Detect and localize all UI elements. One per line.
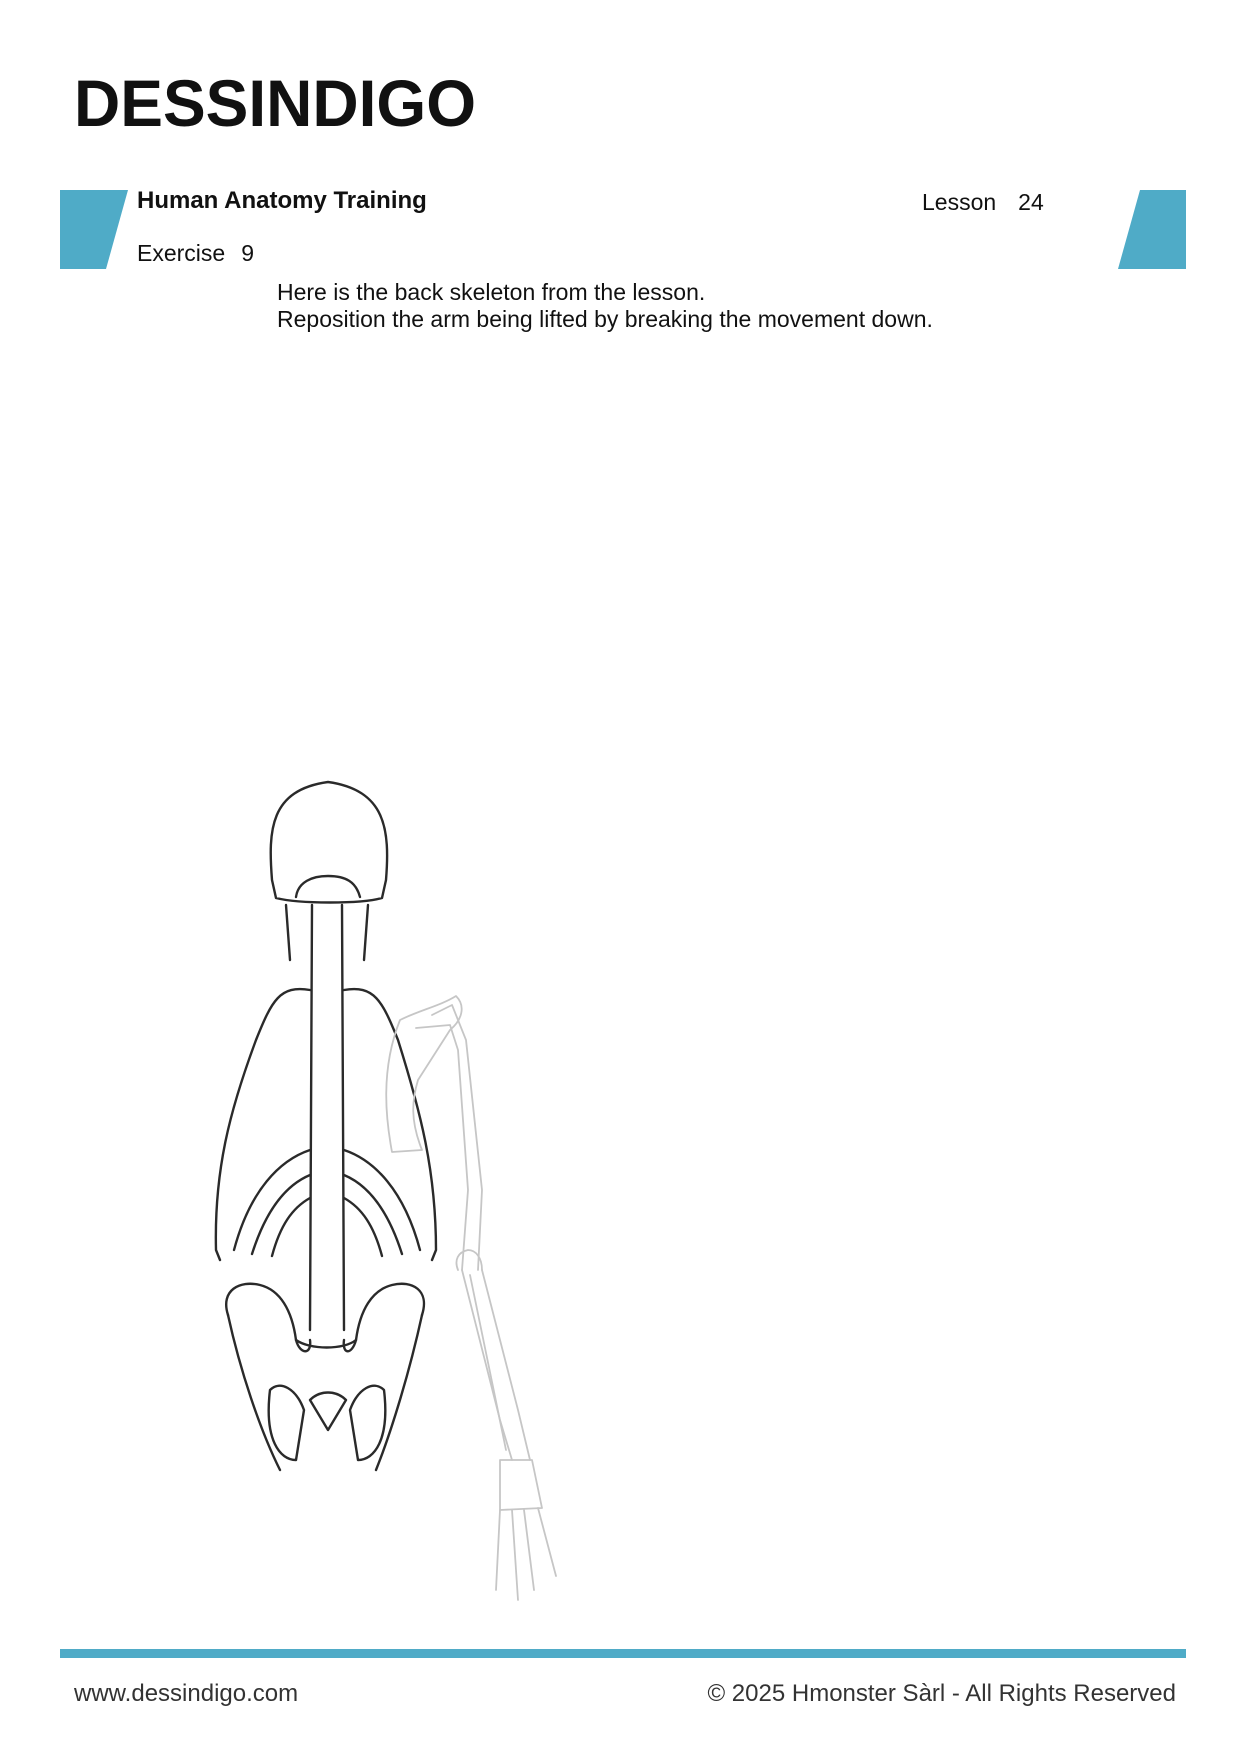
instruction-line-1: Here is the back skeleton from the lesson.: [277, 279, 706, 305]
right-accent-tab: [1118, 190, 1186, 269]
footer-divider: [60, 1649, 1186, 1658]
skeleton-body: [216, 782, 436, 1470]
exercise-number: 9: [241, 240, 254, 266]
lesson-number: 24: [1018, 189, 1044, 215]
footer-copyright: © 2025 Hmonster Sàrl - All Rights Reserved: [707, 1680, 1176, 1707]
course-title: Human Anatomy Training: [137, 187, 427, 214]
footer-website-link[interactable]: www.dessindigo.com: [74, 1680, 299, 1707]
exercise-info: [137, 240, 254, 267]
left-accent-tab: [60, 190, 128, 269]
instructions: [277, 279, 933, 333]
exercise-label: Exercise: [137, 240, 226, 266]
lesson-info: [922, 189, 1044, 216]
dessindigo-logo: [74, 70, 479, 132]
back-skeleton-illustration: [200, 770, 660, 1610]
svg-text:DESSINDIGO: DESSINDIGO: [74, 70, 476, 132]
lesson-label: Lesson: [922, 189, 997, 215]
instruction-line-2: Reposition the arm being lifted by breaking the movement down.: [277, 306, 933, 332]
